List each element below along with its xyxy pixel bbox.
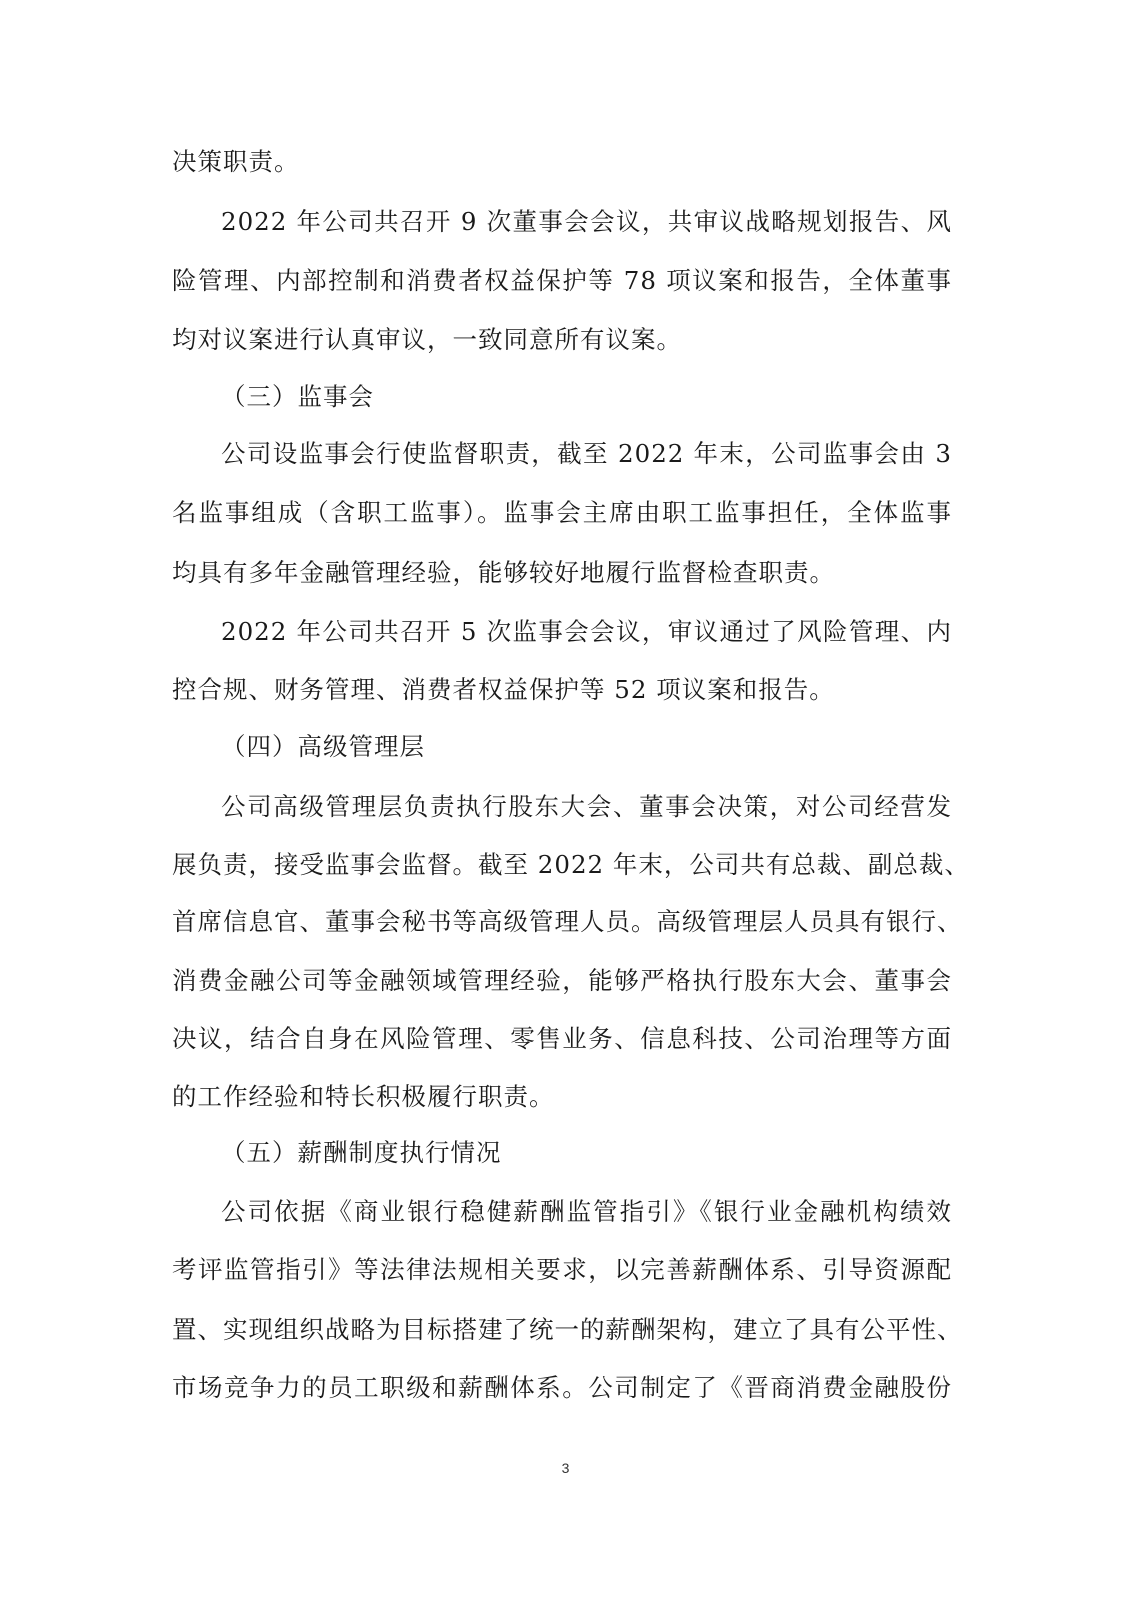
page-number: 3 bbox=[561, 1460, 570, 1476]
section-heading: （三）监事会 bbox=[221, 382, 374, 411]
text-line: 名监事组成（含职工监事）。监事会主席由职工监事担任，全体监事 bbox=[172, 498, 952, 527]
text-line: 险管理、内部控制和消费者权益保护等 78 项议案和报告，全体董事 bbox=[172, 266, 952, 295]
paragraph-first-line: 公司依据《商业银行稳健薪酬监管指引》《银行业金融机构绩效 bbox=[221, 1197, 952, 1226]
text-line: 消费金融公司等金融领域管理经验，能够严格执行股东大会、董事会 bbox=[172, 966, 952, 995]
paragraph-first-line: 公司设监事会行使监督职责，截至 2022 年末，公司监事会由 3 bbox=[221, 439, 952, 468]
section-heading: （四）高级管理层 bbox=[221, 732, 425, 761]
text-line: 决议，结合自身在风险管理、零售业务、信息科技、公司治理等方面 bbox=[172, 1024, 952, 1053]
text-line: 均具有多年金融管理经验，能够较好地履行监督检查职责。 bbox=[172, 558, 835, 587]
text-line: 置、实现组织战略为目标搭建了统一的薪酬架构，建立了具有公平性、 bbox=[172, 1315, 963, 1344]
text-line: 展负责，接受监事会监督。截至 2022 年末，公司共有总裁、副总裁、 bbox=[172, 850, 970, 879]
paragraph-first-line: 2022 年公司共召开 5 次监事会会议，审议通过了风险管理、内 bbox=[221, 617, 952, 646]
paragraph-first-line: 2022 年公司共召开 9 次董事会会议，共审议战略规划报告、风 bbox=[221, 207, 952, 236]
text-line: 考评监管指引》等法律法规相关要求，以完善薪酬体系、引导资源配 bbox=[172, 1255, 952, 1284]
paragraph-first-line: 公司高级管理层负责执行股东大会、董事会决策，对公司经营发 bbox=[221, 792, 952, 821]
text-line: 市场竞争力的员工职级和薪酬体系。公司制定了《晋商消费金融股份 bbox=[172, 1373, 952, 1402]
text-line: 决策职责。 bbox=[172, 147, 300, 176]
text-line: 均对议案进行认真审议，一致同意所有议案。 bbox=[172, 325, 682, 354]
text-line: 首席信息官、董事会秘书等高级管理人员。高级管理层人员具有银行、 bbox=[172, 907, 963, 936]
text-line: 控合规、财务管理、消费者权益保护等 52 项议案和报告。 bbox=[172, 675, 835, 704]
section-heading: （五）薪酬制度执行情况 bbox=[221, 1138, 502, 1167]
text-line: 的工作经验和特长积极履行职责。 bbox=[172, 1082, 555, 1111]
